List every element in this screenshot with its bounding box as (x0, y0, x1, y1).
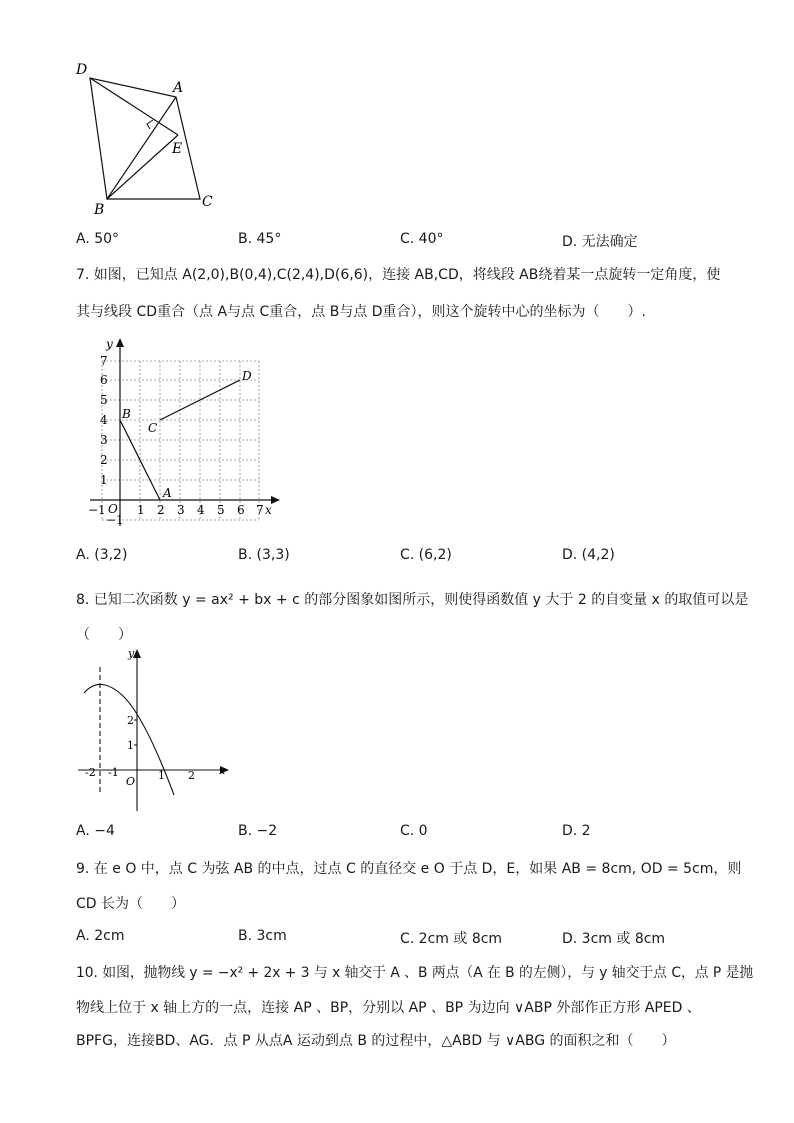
x-tick-neg1: -1 (108, 766, 119, 779)
x-tick-neg2: -2 (85, 766, 96, 779)
q8-stem-line2: （ ） (76, 627, 132, 643)
y-axis-label: y (128, 647, 135, 660)
segment-de (90, 78, 178, 135)
q8-stem-line1: 8. 已知二次函数 y = ax² + bx + c 的部分图象如图所示，则使得函数值 y 大于 2 的自变量 x 的取值可以是 (76, 592, 749, 608)
origin-label: O (126, 775, 136, 788)
q8-option-a[interactable]: A. −4 (76, 823, 115, 839)
q6-option-c[interactable]: C. 40° (400, 231, 444, 247)
point-a-label: A (163, 486, 172, 500)
q9-option-b[interactable]: B. 3cm (238, 928, 287, 944)
x-tick-5: 5 (217, 503, 225, 517)
x-axis-label: x (265, 503, 272, 517)
q8-parabola-figure (74, 645, 234, 815)
label-b: B (94, 202, 105, 218)
x-tick-6: 6 (237, 503, 245, 517)
label-c: C (202, 194, 213, 210)
q7-stem-line1: 7. 如图，已知点 A(2,0),B(0,4),C(2,4),D(6,6)，连接 AB,CD，将线段 AB绕着某一点旋转一定角度，使 (76, 267, 721, 283)
y-tick-2: 2 (100, 453, 108, 467)
q9-option-c[interactable]: C. 2cm 或 8cm (400, 931, 503, 947)
y-tick-1: 1 (100, 473, 108, 487)
grid (102, 361, 259, 520)
x-tick-7: 7 (256, 503, 264, 517)
x-axis-arrow (271, 496, 280, 504)
q6-option-b[interactable]: B. 45° (238, 231, 282, 247)
q6-option-a[interactable]: A. 50° (76, 231, 120, 247)
point-c-label: C (148, 421, 158, 435)
y-tick-5: 5 (100, 393, 108, 407)
x-tick-neg1: −1 (88, 503, 106, 517)
label-a: A (173, 80, 184, 96)
y-axis-label: y (106, 337, 113, 351)
q8-option-b[interactable]: B. −2 (238, 823, 278, 839)
q9-option-a[interactable]: A. 2cm (76, 928, 125, 944)
q7-option-b[interactable]: B. (3,3) (238, 547, 290, 563)
q7-stem-line2: 其与线段 CD重合（点 A与点 C重合，点 B与点 D重合），则这个旋转中心的坐标为（ ）. (76, 304, 646, 320)
origin-label: O (108, 502, 118, 516)
label-e: E (172, 141, 183, 157)
q6-option-d[interactable]: D. 无法确定 (562, 234, 638, 250)
q8-option-d[interactable]: D. 2 (562, 823, 591, 839)
y-tick-2: 2 (127, 714, 134, 727)
point-d-label: D (242, 369, 252, 383)
q6-figure (70, 58, 220, 220)
point-b-label: B (122, 407, 131, 421)
segment-ba (107, 97, 176, 199)
y-tick-7: 7 (100, 354, 108, 368)
q9-stem-line2: CD 长为（ ） (76, 896, 186, 912)
q9-stem-line1: 9. 在 e O 中，点 C 为弦 AB 的中点，过点 C 的直径交 e O 于点 D，E，如果 AB = 8cm, OD = 5cm，则 (76, 861, 742, 877)
q7-coordinate-figure (82, 336, 282, 528)
x-tick-3: 3 (177, 503, 185, 517)
label-d: D (76, 62, 88, 78)
y-axis-arrow (116, 338, 124, 347)
x-tick-4: 4 (197, 503, 205, 517)
y-tick-4: 4 (100, 413, 108, 427)
y-tick-1: 1 (127, 739, 134, 752)
q7-option-d[interactable]: D. (4,2) (562, 547, 615, 563)
y-tick-3: 3 (100, 433, 108, 447)
y-tick-neg1: −1 (106, 513, 124, 527)
q7-option-c[interactable]: C. (6,2) (400, 547, 452, 563)
q8-option-c[interactable]: C. 0 (400, 823, 428, 839)
x-tick-2: 2 (188, 769, 195, 782)
q10-stem-line3: BPFG，连接BD、AG．点 P 从点A 运动到点 B 的过程中，△ABD 与 ∨ABG 的面积之和（ ） (76, 1033, 676, 1049)
quadrilateral-dbca (90, 78, 200, 199)
q10-stem-line1: 10. 如图，抛物线 y = −x² + 2x + 3 与 x 轴交于 A 、B 两点（A 在 B 的左侧），与 y 轴交于点 C，点 P 是抛 (76, 965, 754, 981)
x-tick-2: 2 (157, 503, 165, 517)
x-axis-label: x (219, 764, 226, 777)
x-tick-1: 1 (158, 769, 165, 782)
right-angle-mark (147, 120, 153, 129)
q7-option-a[interactable]: A. (3,2) (76, 547, 128, 563)
segment-be (107, 135, 178, 199)
q10-stem-line2: 物线上位于 x 轴上方的一点，连接 AP 、BP，分别以 AP 、BP 为边向 ∨ABP 外部作正方形 APED 、 (76, 1000, 701, 1016)
y-tick-6: 6 (100, 373, 108, 387)
x-tick-1: 1 (137, 503, 145, 517)
q9-option-d[interactable]: D. 3cm 或 8cm (562, 931, 666, 947)
